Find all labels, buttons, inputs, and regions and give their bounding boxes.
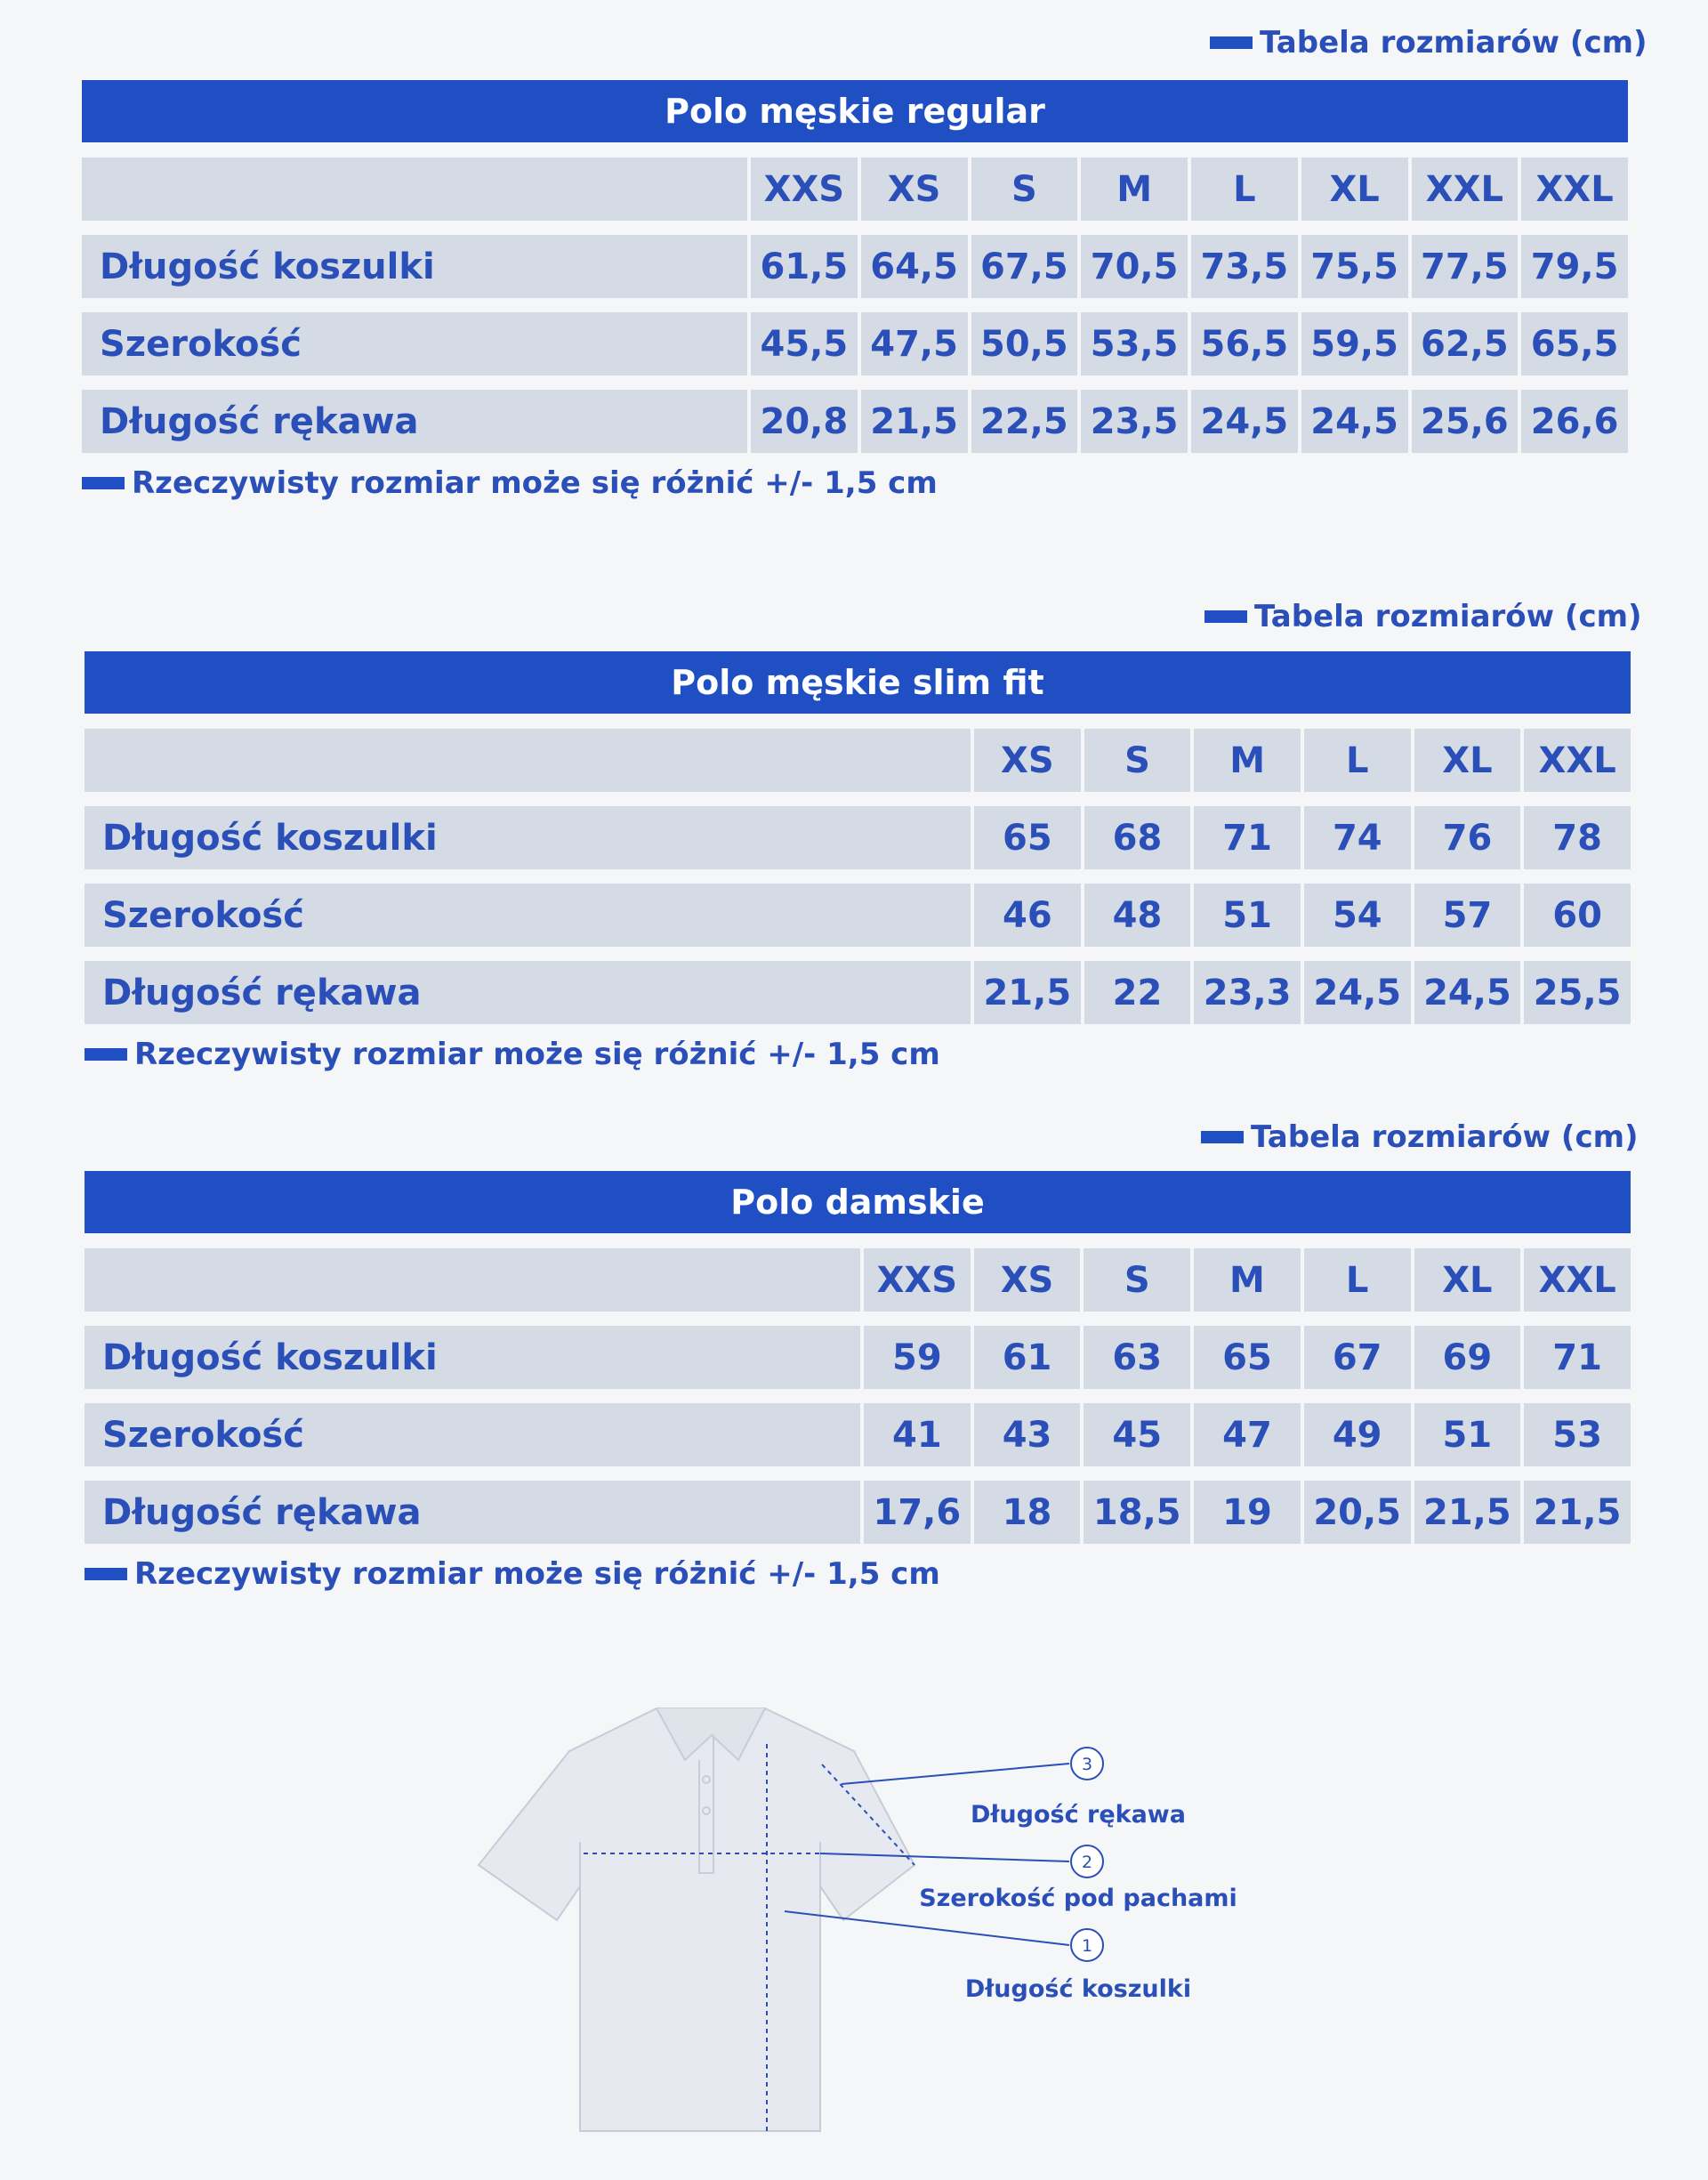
header-empty-cell [85, 1248, 860, 1312]
cell-value: 48 [1084, 884, 1191, 947]
cell-value: 60 [1524, 884, 1631, 947]
bar-mark-icon [1204, 610, 1247, 623]
cell-value: 25,6 [1412, 390, 1519, 453]
cell-value: 25,5 [1524, 961, 1631, 1024]
row-label: Długość rękawa [85, 1481, 860, 1544]
callout-number-3: 3 [1081, 1755, 1093, 1774]
row-label: Szerokość [85, 1403, 860, 1466]
cell-value: 19 [1194, 1481, 1301, 1544]
bar-mark-icon [1210, 36, 1253, 49]
size-header: S [1084, 1248, 1190, 1312]
callout-number-1: 1 [1081, 1936, 1093, 1956]
size-header: M [1194, 1248, 1301, 1312]
cell-value: 71 [1194, 806, 1301, 869]
size-header: XXL [1524, 729, 1631, 792]
row-label: Szerokość [82, 312, 747, 375]
cell-value: 45 [1084, 1403, 1190, 1466]
cell-value: 71 [1524, 1326, 1631, 1389]
table-title-1: Polo męskie regular [82, 80, 1628, 142]
cell-value: 43 [974, 1403, 1081, 1466]
size-header: S [1084, 729, 1191, 792]
cell-value: 77,5 [1412, 235, 1519, 298]
cell-value: 24,5 [1301, 390, 1408, 453]
cell-value: 79,5 [1521, 235, 1628, 298]
table-row [85, 884, 1631, 947]
table-row [85, 1403, 1631, 1466]
size-header: S [971, 157, 1078, 221]
cell-value: 22,5 [971, 390, 1078, 453]
cell-value: 78 [1524, 806, 1631, 869]
cell-value: 54 [1304, 884, 1411, 947]
row-label: Długość koszulki [85, 1326, 860, 1389]
cell-value: 57 [1414, 884, 1521, 947]
cell-value: 61 [974, 1326, 1081, 1389]
cell-value: 73,5 [1191, 235, 1298, 298]
size-header: XXL [1521, 157, 1628, 221]
row-label: Długość rękawa [82, 390, 747, 453]
callout-number-2: 2 [1081, 1853, 1093, 1872]
size-header: XXL [1524, 1248, 1631, 1312]
cell-value: 53 [1524, 1403, 1631, 1466]
cell-value: 20,8 [751, 390, 858, 453]
size-header: M [1081, 157, 1188, 221]
row-label: Długość koszulki [85, 806, 971, 869]
row-label: Długość rękawa [85, 961, 971, 1024]
cell-value: 67,5 [971, 235, 1078, 298]
cell-value: 56,5 [1191, 312, 1298, 375]
cell-value: 22 [1084, 961, 1191, 1024]
cell-value: 65,5 [1521, 312, 1628, 375]
cell-value: 45,5 [751, 312, 858, 375]
table-row [85, 1326, 1631, 1389]
cell-value: 18,5 [1084, 1481, 1190, 1544]
bar-mark-icon [85, 1048, 127, 1061]
cell-value: 63 [1084, 1326, 1190, 1389]
size-header: L [1304, 1248, 1411, 1312]
cell-value: 51 [1194, 884, 1301, 947]
table-row [85, 1481, 1631, 1544]
cell-value: 65 [974, 806, 1081, 869]
size-header: XL [1301, 157, 1408, 221]
table-row [85, 961, 1631, 1024]
polo-measurement-diagram [471, 1691, 1272, 2153]
table-header-row [82, 157, 1628, 221]
header-empty-cell [85, 729, 971, 792]
size-header: XXS [751, 157, 858, 221]
size-table-women [81, 1234, 1634, 1558]
cell-value: 24,5 [1304, 961, 1411, 1024]
table-row [82, 312, 1628, 375]
cell-value: 50,5 [971, 312, 1078, 375]
cell-value: 21,5 [1414, 1481, 1521, 1544]
row-label: Długość koszulki [82, 235, 747, 298]
unit-label-1: Tabela rozmiarów (cm) [1210, 25, 1648, 61]
bar-mark-icon [1201, 1131, 1244, 1143]
cell-value: 65 [1194, 1326, 1301, 1389]
size-table-regular [78, 143, 1631, 467]
cell-value: 75,5 [1301, 235, 1408, 298]
cell-value: 51 [1414, 1403, 1521, 1466]
table-title-2: Polo męskie slim fit [85, 651, 1631, 714]
cell-value: 61,5 [751, 235, 858, 298]
cell-value: 76 [1414, 806, 1521, 869]
size-header: L [1304, 729, 1411, 792]
table-row [82, 235, 1628, 298]
cell-value: 69 [1414, 1326, 1521, 1389]
table-header-row [85, 1248, 1631, 1312]
cell-value: 24,5 [1191, 390, 1298, 453]
cell-value: 41 [864, 1403, 971, 1466]
size-header: L [1191, 157, 1298, 221]
callout-label-sleeve: Długość rękawa [971, 1801, 1186, 1829]
size-note-1: Rzeczywisty rozmiar może się różnić +/- 1,5 cm [82, 465, 938, 501]
table-row [82, 390, 1628, 453]
cell-value: 46 [974, 884, 1081, 947]
table-header-row [85, 729, 1631, 792]
cell-value: 21,5 [861, 390, 968, 453]
size-header: XS [861, 157, 968, 221]
cell-value: 74 [1304, 806, 1411, 869]
size-note-2: Rzeczywisty rozmiar może się różnić +/- 1,5 cm [85, 1037, 940, 1072]
cell-value: 47 [1194, 1403, 1301, 1466]
cell-value: 67 [1304, 1326, 1411, 1389]
unit-label-2: Tabela rozmiarów (cm) [1204, 599, 1642, 634]
callout-leader-3 [842, 1764, 1069, 1784]
size-header: XL [1414, 729, 1521, 792]
cell-value: 59 [864, 1326, 971, 1389]
cell-value: 47,5 [861, 312, 968, 375]
table-row [85, 806, 1631, 869]
cell-value: 26,6 [1521, 390, 1628, 453]
cell-value: 18 [974, 1481, 1081, 1544]
cell-value: 21,5 [974, 961, 1081, 1024]
header-empty-cell [82, 157, 747, 221]
size-table-slim [81, 715, 1634, 1038]
cell-value: 70,5 [1081, 235, 1188, 298]
cell-value: 49 [1304, 1403, 1411, 1466]
size-header: XS [974, 1248, 1081, 1312]
cell-value: 64,5 [861, 235, 968, 298]
size-note-3: Rzeczywisty rozmiar może się różnić +/- 1,5 cm [85, 1556, 940, 1592]
cell-value: 23,3 [1194, 961, 1301, 1024]
size-header: XS [974, 729, 1081, 792]
size-header: XXS [864, 1248, 971, 1312]
table-title-3: Polo damskie [85, 1171, 1631, 1233]
size-header: XXL [1412, 157, 1519, 221]
callout-label-width: Szerokość pod pachami [919, 1885, 1237, 1912]
size-header: XL [1414, 1248, 1521, 1312]
cell-value: 23,5 [1081, 390, 1188, 453]
cell-value: 53,5 [1081, 312, 1188, 375]
cell-value: 68 [1084, 806, 1191, 869]
row-label: Szerokość [85, 884, 971, 947]
cell-value: 24,5 [1414, 961, 1521, 1024]
callout-leader-1 [785, 1911, 1069, 1945]
callout-label-length: Długość koszulki [964, 1975, 1192, 2003]
cell-value: 21,5 [1524, 1481, 1631, 1544]
bar-mark-icon [82, 477, 125, 489]
size-header: M [1194, 729, 1301, 792]
bar-mark-icon [85, 1568, 127, 1580]
cell-value: 20,5 [1304, 1481, 1411, 1544]
cell-value: 59,5 [1301, 312, 1408, 375]
cell-value: 62,5 [1412, 312, 1519, 375]
cell-value: 17,6 [864, 1481, 971, 1544]
unit-label-3: Tabela rozmiarów (cm) [1201, 1119, 1639, 1155]
